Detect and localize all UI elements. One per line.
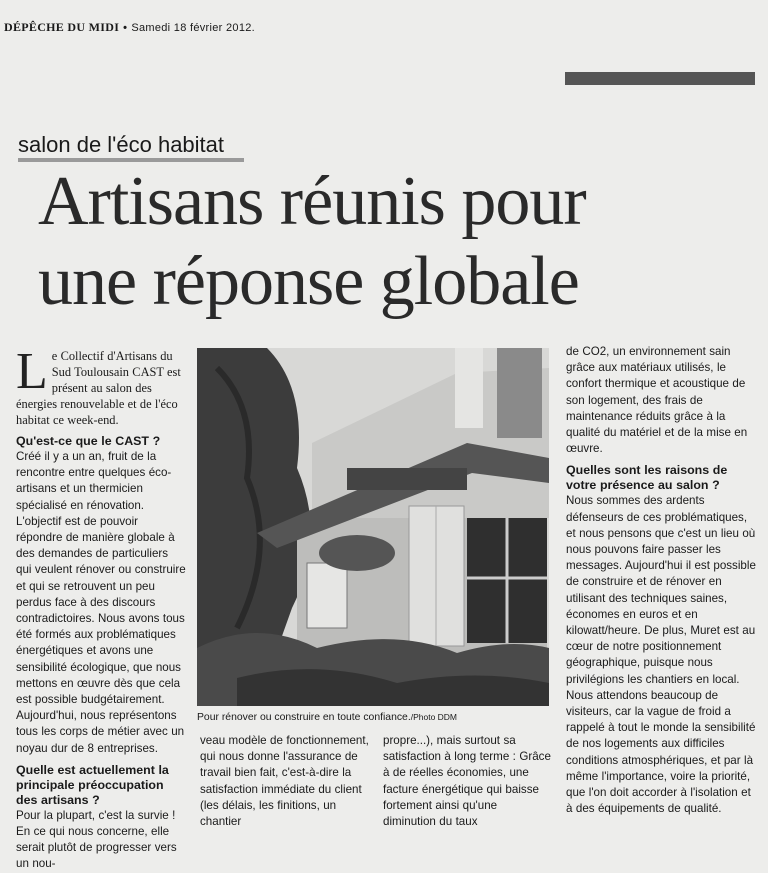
headline-line-2: une réponse globale — [38, 243, 579, 320]
question-2: Quelle est actuellement la principale préoccupation des artisans ? — [16, 762, 169, 807]
answer-3: Nous sommes des ardents défenseurs de ces problématiques, et nous pensons que c'est un lieu où nous pouvons faire passer les messages. Aujourd'hui il est possible de construire et de rénover en utilisant des techniques saines, économes en euros et en kilowatt/heure. De plus, Muret est au cœur de notre positionnement géographique, puisque nous privilégions les chantiers en local. Nous attendons beaucoup de visiteurs, car la vague de froid a rappelé à tout le monde la sensibilité de nos logements aux difficiles conditions atmosphériques, et par là même l'importance, voire la priorité, que l'on doit accorder à l'isolation et à des équipements de qualité. — [566, 494, 756, 816]
scan-grey-bar — [565, 72, 755, 85]
drop-cap: L — [16, 343, 48, 400]
article-column-3 — [383, 733, 553, 830]
house-photo-illustration — [197, 348, 549, 706]
answer-1: Créé il y a un an, fruit de la rencontre entre quelques éco-artisans et un thermicien spécialisé en rénovation. L'objectif est de pouvoir répondre de manière globale à des demandes de particuliers qui veulent rénover ou construire et qui se retrouvent un peu perdus face à des discours contradictoires. Nous avons tous été formés aux problématiques énergétiques et avons une sensibilité écologique, que nous mettons en œuvre dès que cela est possible budgétairement. Aujourd'hui, nous représentons tous les corps de métier avec un noyau dur de 8 entreprises. — [16, 450, 186, 755]
section-kicker: salon de l'éco habitat — [18, 132, 244, 162]
answer-2-continued-2: propre...), mais surtout sa satisfaction à long terme : Grâce à de réelles économies, une facture énergétique qui baisse fortement ainsi qu'une diminution du taux — [383, 734, 551, 829]
lead-text: e Collectif d'Artisans du Sud Toulousain CAST est présent au salon des énergies renouvelable et de l'éco habitat ce week-end. — [16, 349, 181, 427]
newspaper-name: DÉPÊCHE DU MIDI — [4, 20, 120, 34]
lead-paragraph — [16, 343, 186, 428]
headline-line-1: Artisans réunis pour — [38, 163, 586, 240]
photo-caption — [197, 710, 549, 725]
question-3: Quelles sont les raisons de votre présence au salon ? — [566, 463, 728, 493]
publication-date: Samedi 18 février 2012. — [131, 22, 256, 34]
masthead — [4, 20, 304, 35]
answer-2-end: de CO2, un environnement sain grâce aux matériaux utilisés, le confort thermique et acoustique de son logement, des frais de maintenance réduits grâce à la qualité du matériel et de la mise en œuvre. — [566, 345, 748, 456]
article-column-4 — [566, 344, 758, 817]
article-photo — [197, 348, 549, 706]
answer-2-start: Pour la plupart, c'est la survie ! En ce qui nous concerne, elle serait plutôt de progresser vers un nou- — [16, 808, 177, 871]
masthead-separator: • — [123, 22, 128, 34]
article-column-2 — [200, 733, 370, 830]
question-1: Qu'est-ce que le CAST ? — [16, 434, 161, 448]
answer-2-continued: veau modèle de fonctionnement, qui nous donne l'assurance de travail bien fait, c'est-à-dire la satisfaction immédiate du client (les délais, les finitions, un chantier — [200, 734, 369, 829]
headline — [38, 162, 758, 322]
photo-credit: /Photo DDM — [410, 712, 458, 722]
caption-text: Pour rénover ou construire en toute confiance. — [197, 712, 411, 723]
article-column-1 — [16, 343, 186, 873]
